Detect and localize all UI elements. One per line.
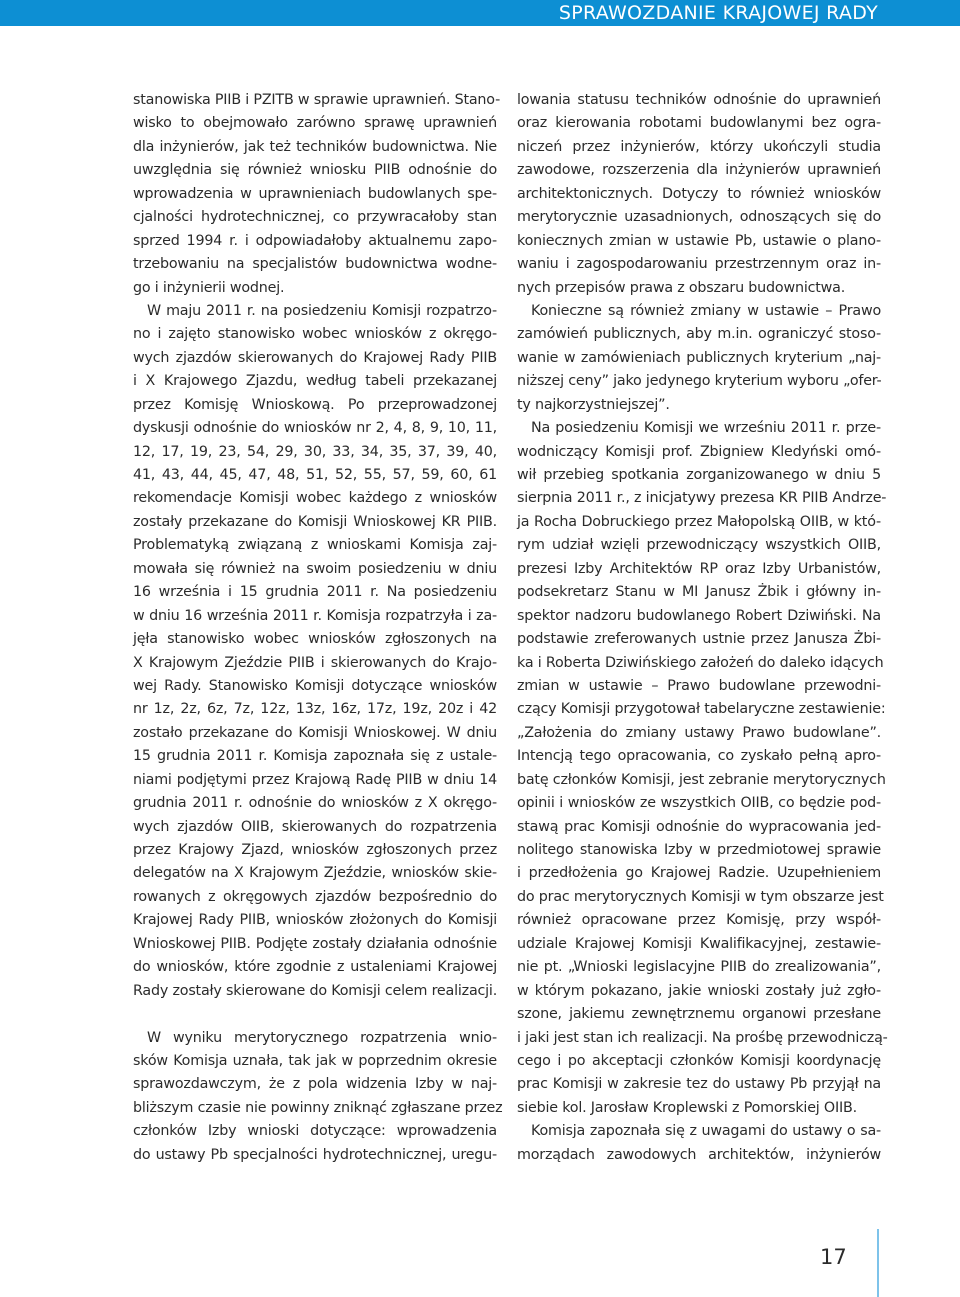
text-line: niższej ceny” jako jedynego kryterium wyboru „ofer- [517, 373, 882, 390]
text-line: udziale Krajowej Komisji Kwalifikacyjnej, zestawie- [517, 935, 881, 952]
text-line: Intencją tego opracowania, co zyskało pełną apro- [517, 748, 881, 765]
text-line: Rady zostały skierowane do Komisji celem realizacji. [133, 982, 498, 999]
text-line: grudnia 2011 r. odnośnie do wniosków z X okręgo- [133, 795, 497, 812]
text-line: w dniu 16 września 2011 r. Komisja rozpatrzyła i za- [133, 607, 497, 624]
text-line: przez Komisję Wnioskową. Po przeprowadzonej [133, 396, 497, 413]
text-line: zostało przekazane do Komisji Wnioskowej. W dniu [133, 724, 497, 741]
text-line: Konieczne są również zmiany w ustawie – Prawo [531, 302, 881, 319]
paragraph-gap [133, 1003, 497, 1026]
text-line: W wyniku merytorycznego rozpatrzenia wnio- [147, 1029, 497, 1046]
text-line: zmian w ustawie – Prawo budowlane przewodni- [517, 677, 881, 694]
text-line: czący Komisji przygotował tabelaryczne zestawienie: [517, 701, 886, 718]
text-line: prezesi Izby Architektów RP oraz Izby Urbanistów, [517, 560, 881, 577]
text-line: Problematyką związaną z wnioskami Komisja zaj- [133, 537, 497, 554]
text-line: 16 września i 15 grudnia 2011 r. Na posiedzeniu [133, 584, 497, 601]
text-line: rekomendacje Komisji wobec każdego z wniosków [133, 490, 497, 507]
text-line: „Założenia do zmiany ustawy Prawo budowlane”. [517, 724, 881, 741]
text-line: niami podjętymi przez Krajową Radę PIIB w dniu 14 [133, 771, 497, 788]
text-line: Komisja zapoznała się z uwagami do ustawy o sa- [531, 1123, 881, 1140]
text-line: W maju 2011 r. na posiedzeniu Komisji rozpatrzo- [147, 302, 497, 319]
text-line: delegatów na X Krajowym Zjeździe, wniosków skie- [133, 865, 497, 882]
text-line: członków Izby wnioski dotyczące: wprowadzenia [133, 1123, 497, 1140]
text-line: cjalności hydrotechnicznej, co przywracałoby stan [133, 209, 497, 226]
text-line: do wniosków, które zgodnie z ustaleniami Krajowej [133, 959, 497, 976]
text-line: architektonicznych. Dotyczy to również wniosków [517, 185, 881, 202]
text-line: dyskusji odnośnie do wniosków nr 2, 4, 8, 9, 10, 11, [133, 420, 497, 437]
text-line: również opracowane przez Komisję, przy współ- [517, 912, 881, 929]
text-line: morządach zawodowych architektów, inżynierów [517, 1146, 881, 1163]
text-line: rym udział wzięli przewodniczący wszystkich OIIB, [517, 537, 881, 554]
text-line: bliższym czasie nie powinny zniknąć zgłaszane przez [133, 1099, 503, 1116]
left-text-column [133, 89, 503, 1167]
text-line: siebie kol. Jarosław Kroplewski z Pomorskiej OIIB. [517, 1099, 857, 1116]
text-line: 41, 43, 44, 45, 47, 48, 51, 52, 55, 57, 59, 60, 61 [133, 467, 497, 483]
text-line: sprawozdawczym, że z pola widzenia Izby w naj- [133, 1076, 497, 1093]
text-line: ka i Roberta Dziwińskiego założeń do daleko idących [517, 654, 884, 671]
text-line: spektor nadzoru budowlanego Robert Dziwiński. Na [517, 607, 881, 624]
text-line: wprowadzenia w uprawnieniach budowlanych spe- [133, 185, 497, 202]
text-line: podsekretarz Stanu w MI Janusz Żbik i główny in- [517, 584, 881, 601]
text-line: zawodowe, rozszerzenia dla inżynierów uprawnień [517, 162, 881, 179]
text-line: X Krajowym Zjeździe PIIB i skierowanych do Krajo- [133, 654, 497, 671]
text-line: nolitego stanowiska Izby w przedmiotowej sprawie [517, 842, 881, 858]
text-line: trzebowaniu na specjalistów budownictwa wodne- [133, 256, 497, 273]
right-text-column [517, 89, 888, 1167]
text-line: zamówień publicznych, aby m.in. ograniczyć stoso- [517, 326, 881, 343]
text-line: zostały przekazane do Komisji Wnioskowej KR PIIB. [133, 513, 497, 530]
text-line: wisko to obejmowało zarówno sprawę uprawnień [133, 115, 497, 132]
text-line: do ustawy Pb specjalności hydrotechnicznej, uregu- [133, 1146, 497, 1163]
text-line: merytorycznie uzasadnionych, odnoszących się do [517, 209, 881, 226]
text-line: i przedłożenia go Krajowej Radzie. Uzupełnieniem [517, 865, 881, 882]
text-line: Wnioskowej PIIB. Podjęte zostały działania odnośnie [133, 935, 497, 952]
text-line: jęła stanowisko wobec wniosków zgłoszonych na [133, 631, 497, 648]
text-line: nie pt. „Wnioski legislacyjne PIIB do zrealizowania”, [517, 959, 881, 976]
text-line: podstawie zreferowanych ustnie przez Janusza Żbi- [517, 631, 881, 648]
text-line: go i inżynierii wodnej. [133, 279, 285, 296]
text-line: wił przebieg spotkania zorganizowanego w dniu 5 [517, 467, 881, 483]
text-line: oraz kierowania robotami budowlanymi bez ogra- [517, 115, 881, 132]
text-line: wanie w zamówieniach publicznych kryterium „naj- [517, 349, 881, 366]
text-line: dla inżynierów, jak też techników budownictwa. Nie [133, 138, 497, 155]
text-line: waniu i zagospodarowaniu przestrzennym oraz in- [517, 256, 881, 273]
text-line: batę członków Komisji, jest zebranie merytorycznych [517, 771, 886, 788]
text-line: sierpnia 2011 r., z inicjatywy prezesa KR PIIB Andrze- [517, 490, 887, 507]
text-line: prac Komisji w zakresie tez do ustawy Pb przyjął na [517, 1076, 881, 1093]
section-title: SPRAWOZDANIE KRAJOWEJ RADY [558, 2, 878, 24]
text-line: cego i po akceptacji członków Komisji koordynację [517, 1052, 881, 1069]
text-line: do prac merytorycznych Komisji w tym obszarze jest [517, 888, 884, 905]
text-line: sprzed 1994 r. i odpowiadałoby aktualnemu zapo- [133, 232, 497, 249]
text-line: wodniczący Komisji prof. Zbigniew Kledyński omó- [517, 443, 881, 460]
text-line: i jaki jest stan ich realizacji. Na prośbę przewodniczą- [517, 1029, 888, 1046]
text-line: wej Rady. Stanowisko Komisji dotyczące wniosków [133, 677, 497, 694]
text-line: rowanych z okręgowych zjazdów bezpośrednio do [133, 888, 497, 905]
text-line: przez Krajowy Zjazd, wniosków zgłoszonych przez [133, 842, 497, 858]
text-line: szone, jakiemu zewnętrznemu organowi przesłane [517, 1006, 881, 1023]
text-line: nych przepisów prawa z obszaru budownictwa. [517, 279, 846, 296]
text-line: mowała się również na swoim posiedzeniu w dniu [133, 560, 497, 577]
text-line: uwzględnia się również wniosku PIIB odnośnie do [133, 162, 497, 179]
text-line: opinii i wniosków ze wszystkich OIIB, co będzie pod- [517, 795, 881, 812]
text-line: nr 1z, 2z, 6z, 7z, 12z, 13z, 16z, 17z, 19z, 20z i 42 [133, 701, 497, 718]
text-line: Na posiedzeniu Komisji we wrześniu 2011 r. prze- [531, 420, 881, 437]
page-number-rule [877, 1229, 879, 1297]
text-line: wych zjazdów skierowanych do Krajowej Rady PIIB [133, 349, 497, 366]
text-line: ja Rocha Dobruckiego przez Małopolską OIIB, w któ- [517, 513, 881, 530]
text-line: no i zajęto stanowisko wobec wniosków z okręgo- [133, 326, 497, 343]
text-line: 15 grudnia 2011 r. Komisja zapoznała się z ustale- [133, 748, 497, 765]
text-line: 12, 17, 19, 23, 54, 29, 30, 33, 34, 35, 37, 39, 40, [133, 443, 497, 460]
text-line: niczeń przez inżynierów, którzy ukończyli studia [517, 138, 881, 155]
page-number: 17 [820, 1245, 847, 1269]
text-line: lowania statusu techników odnośnie do uprawnień [517, 92, 881, 108]
text-line: wych zjazdów OIIB, skierowanych do rozpatrzenia [133, 818, 497, 835]
text-line: Krajowej Rady PIIB, wniosków złożonych do Komisji [133, 912, 497, 929]
text-line: sków Komisja uznała, tak jak w poprzednim okresie [133, 1052, 497, 1069]
text-line: ty najkorzystniejszej”. [517, 396, 670, 413]
text-line: w którym pokazano, jakie wnioski zostały już zgło- [517, 982, 881, 999]
text-line: koniecznych zmian w ustawie Pb, ustawie o plano- [517, 232, 881, 249]
text-line: stawą prac Komisji odnośnie do wypracowania jed- [517, 818, 881, 835]
text-line: stanowiska PIIB i PZITB w sprawie uprawnień. Stano- [133, 92, 501, 108]
text-line: i X Krajowego Zjazdu, według tabeli przekazanej [133, 373, 497, 390]
